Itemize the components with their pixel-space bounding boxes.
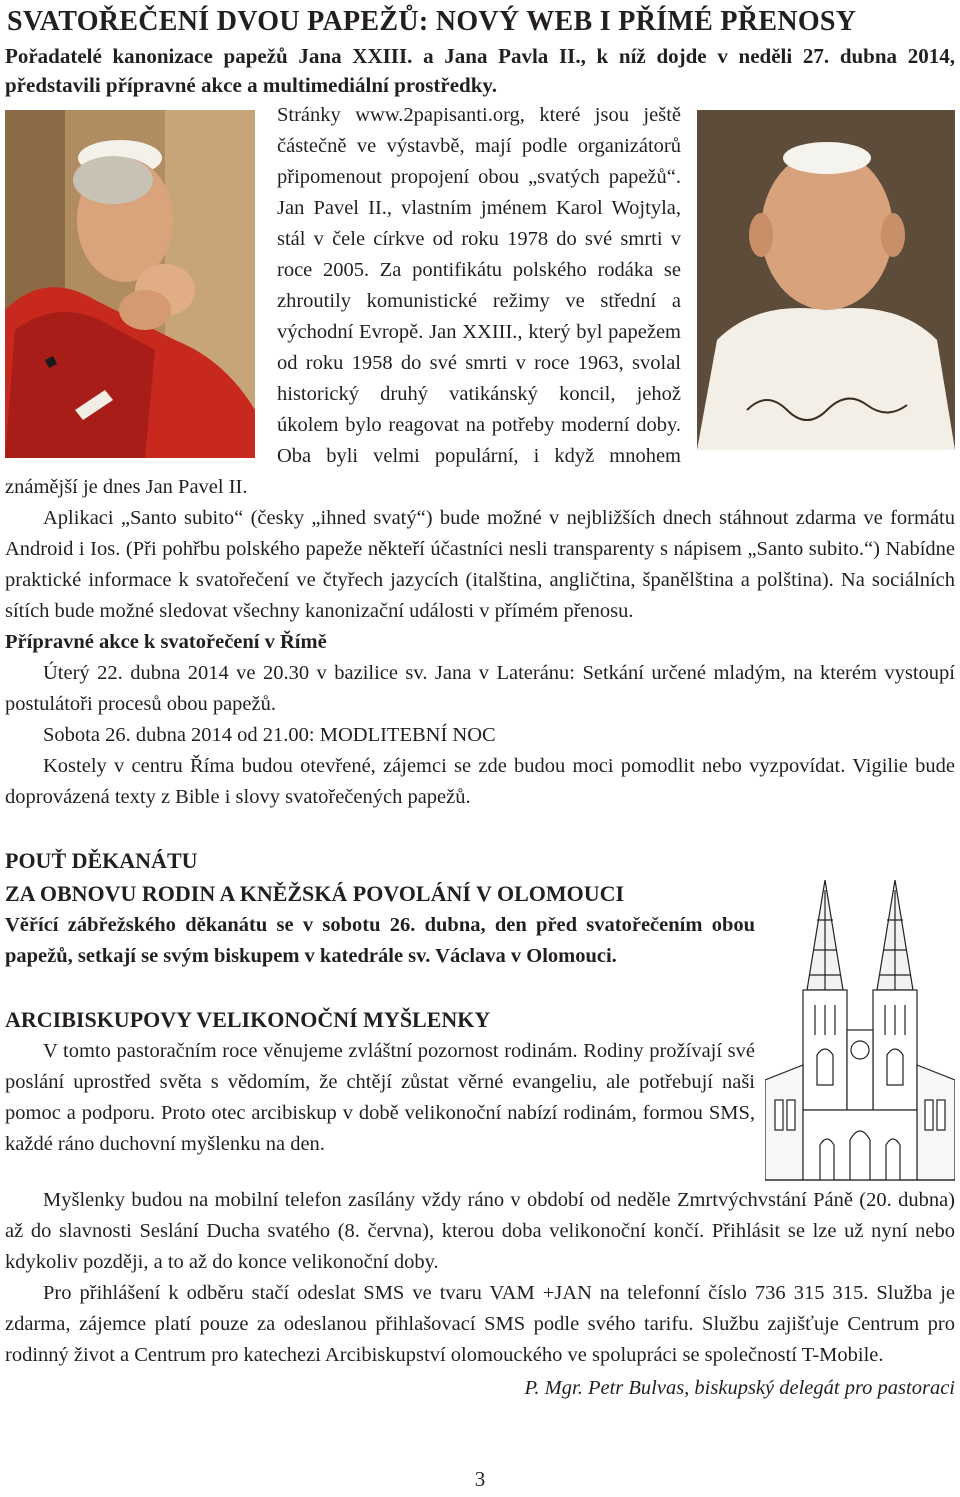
page-number: 3 [474,1467,486,1491]
photo-john-paul-ii [5,110,255,458]
easter-paragraph-3: Pro přihlášení k odběru stačí odeslat SMS ve tvaru VAM +JAN na telefonní číslo 736 315 315. Služba je zdarma, zájemce platí pouze za odeslanou přihlašovací SMS podle svého tarifu. Službu zajišťuje Centrum pro rodinný život a Centrum pro katechezi Arcibiskupství olomouckého ve spolupráci se společností T-Mobile. [5,1282,955,1366]
pilgrimage-body: Věřící zábřežského děkanátu se v sobotu 26. dubna, den před svatořečením obou papežů, setkají se svým biskupem v katedrále sv. Václava v Olomouci. [5,914,755,967]
article-subtitle-pilgrimage: ZA OBNOVU RODIN A KNĚŽSKÁ POVOLÁNÍ V OLOMOUCI [5,881,625,906]
cathedral-illustration [765,880,955,1185]
easter-paragraph-2: Myšlenky budou na mobilní telefon zasílány vždy ráno v období od neděle Zmrtvýchvstání Páně (20. dubna) až do slavnosti Seslání Ducha svatého (8. června), kterou doba velikonoční končí. Přihlásit se lze už nyní nebo kdykoliv později, a to až do konce velikonoční doby. [5,1189,955,1273]
app-paragraph: Aplikaci „Santo subito“ (česky „ihned svatý“) bude možné v nejbližších dnech stáhnout zdarma ve formátu Android i Ios. (Při pohřbu polského papeže někteří účastníci nesli transparenty s nápisem „Santo subito.“) Nabídne praktické informace k svatořečení ve čtyřech jazycích (italština, angličtina, španělština a polština). Na sociálních sítích bude možné sledovat všechny kanonizační události v přímém přenosu. [5,507,955,622]
intro-section [5,100,955,503]
john-xxiii-illustration [697,110,955,450]
article-lead: Pořadatelé kanonizace papežů Jana XXIII. a Jana Pavla II., k níž dojde v neděli 27. dubna 2014, představili přípravné akce a multimediální prostředky. [5,44,955,97]
article-title-canonization: SVATOŘEČENÍ DVOU PAPEŽŮ: NOVÝ WEB I PŘÍMÉ PŘENOSY [7,6,857,37]
event-tuesday: Úterý 22. dubna 2014 ve 20.30 v bazilice sv. Jana v Lateránu: Setkání určené mladým, na kterém vystoupí postulátoři procesů obou papežů. [5,662,955,715]
john-paul-ii-illustration [5,110,255,458]
article-title-pilgrimage: POUŤ DĚKANÁTU [5,848,198,873]
intro-paragraph: Stránky www.2papisanti.org, které jsou ještě částečně ve výstavbě, mají podle organizátorů připomenout propojení obou „svatých papežů“. Jan Pavel II., vlastním jménem Karol Wojtyla, stál v čele církve od roku 1978 do své smrti v roce 2005. Za pontifikátu polského rodáka se zhroutily komunistické režimy ve střední a východní Evropě. Jan XXIII., který byl papežem od roku 1958 do své smrti v roce 1963, svolal historický druhý vatikánský koncil, jehož úkolem bylo reagovat na potřeby moderní doby. Oba byli velmi populární, i když mnohem známější je dnes Jan Pavel II. [5,104,681,498]
event-saturday: Sobota 26. dubna 2014 od 21.00: MODLITEBNÍ NOC [43,724,496,746]
easter-paragraph-1: V tomto pastoračním roce věnujeme zvláštní pozornost rodinám. Rodiny prožívají své poslání uprostřed světa s vědomím, že chtějí zůstat věrné evangeliu, ale potřebují naši pomoc a podporu. Proto otec arcibiskup v době velikonoční nabízí rodinám, formou SMS, každé ráno duchovní myšlenku na den. [5,1040,755,1155]
event-churches: Kostely v centru Říma budou otevřené, zájemci se zde budou moci pomodlit nebo vyzpovídat. Vigilie bude doprovázená texty z Bible i slovy svatořečených papežů. [5,755,955,808]
page [0,2,960,1497]
author-signature: P. Mgr. Petr Bulvas, biskupský delegát pro pastoraci [524,1377,955,1399]
cathedral-drawing [765,880,955,1185]
prep-heading: Přípravné akce k svatořečení v Římě [5,631,327,653]
spacer [5,813,955,844]
photo-john-xxiii [697,110,955,450]
article-title-easter-thoughts: ARCIBISKUPOVY VELIKONOČNÍ MYŠLENKY [5,1007,491,1032]
